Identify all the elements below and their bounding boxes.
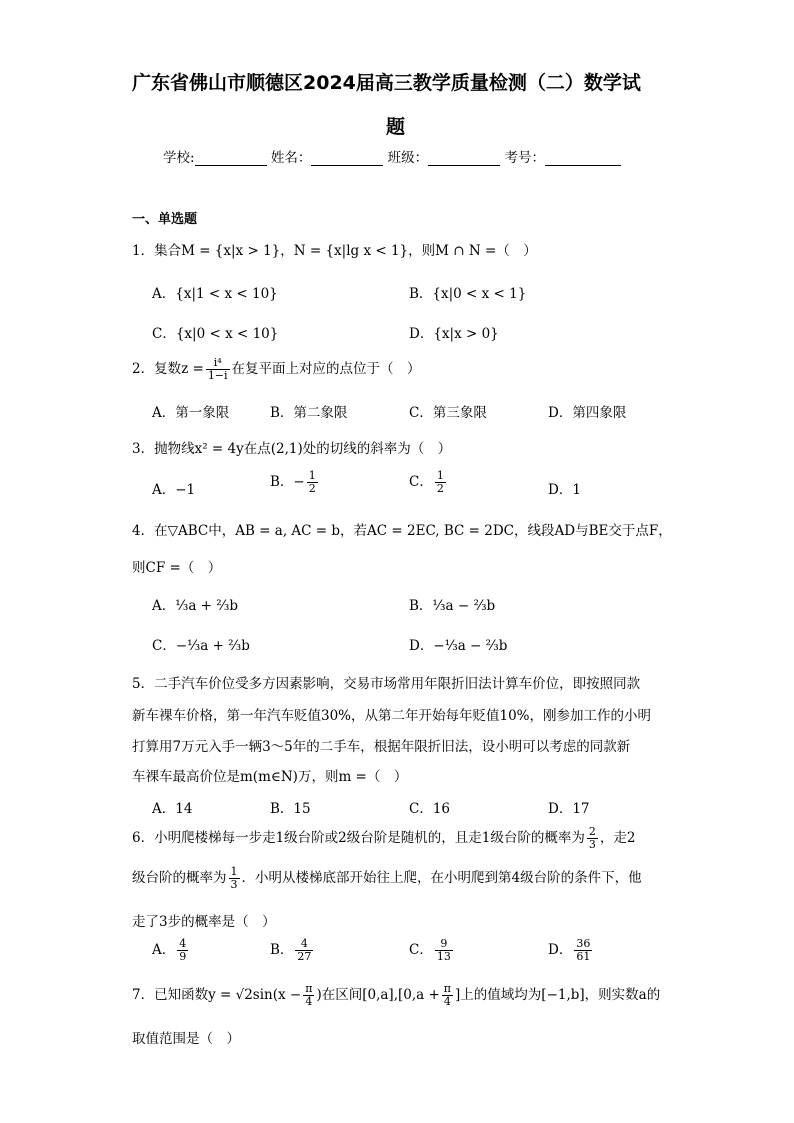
q2-option-d[interactable]: D．第四象限 [548,405,627,421]
q5-line2: 新车裸车价格，第一年汽车贬值30%，从第二年开始每年贬值10%，刚参加工作的小明 [132,708,652,724]
q3-option-b[interactable]: B．− $\frac{1}{2}$ [270,469,316,495]
q5-option-c[interactable]: C．16 [409,801,451,817]
q1-stem: 1．集合M = {x|x > 1}，N = {x|lg x < 1}，则M ∩ N =（ ） [132,243,537,259]
q5-option-b[interactable]: B．15 [270,801,311,817]
q1-option-b[interactable]: B．{x|0 < x < 1} [409,286,527,302]
q6-option-c[interactable]: C． $\frac{9}{13}$ [409,937,451,963]
q3-stem: 3．抛物线x² = 4y在点(2,1)处的切线的斜率为（ ） [132,441,452,457]
q3-option-d[interactable]: D．1 [548,482,581,498]
q5-line1: 5．二手汽车价位受多方因素影响，交易市场常用年限折旧法计算车价位，即按照同款 [132,676,641,692]
name-field[interactable] [311,151,383,166]
q5-option-a[interactable]: A．14 [152,801,193,817]
q4-stem-line2: 则CF =（ ） [132,560,222,576]
number-field[interactable] [545,151,621,166]
name-label: 姓名： [270,150,312,166]
q2-option-b[interactable]: B．第二象限 [270,405,348,421]
student-info-row [163,146,621,166]
class-field[interactable] [428,151,500,166]
q5-line3: 打算用7万元入手一辆3～5年的二手车，根据年限折旧法，设小明可以考虑的同款新 [132,739,631,755]
q1-option-c[interactable]: C．{x|0 < x < 10} [152,326,279,342]
q4-option-b[interactable]: B．⅓a − ⅔b [409,598,496,614]
q6-line1: 6．小明爬楼梯每一步走1级台阶或2级台阶是随机的，且走1级台阶的概率为 $\frac{2}{3}$ ，走2 [132,825,636,851]
q1-option-d[interactable]: D．{x|x > 0} [409,326,499,342]
school-label: 学校: [163,150,195,166]
q6-line2: 级台阶的概率为 $\frac{1}{3}$ ．小明从楼梯底部开始往上爬，在小明爬到第4级台阶的条件下，他 [132,865,642,891]
doc-title-line1: 广东省佛山市顺德区2024届高三教学质量检测（二）数学试 [132,72,641,94]
number-label: 考号： [504,150,545,166]
doc-title-line2: 题 [386,116,406,138]
q1-option-a[interactable]: A．{x|1 < x < 10} [152,286,278,302]
q5-line4: 车裸车最高价位是m(m∈N)万，则m =（ ） [132,769,408,785]
q3-option-c[interactable]: C． $\frac{1}{2}$ [409,469,444,495]
q4-option-d[interactable]: D．−⅓a − ⅔b [409,638,508,654]
q6-option-b[interactable]: B． $\frac{4}{27}$ [270,937,312,963]
q2-option-c[interactable]: C．第三象限 [409,405,487,421]
class-label: 班级： [387,150,429,166]
q4-stem-line1: 4．在▽ABC中，AB = a, AC = b，若AC = 2EC, BC = 2DC，线段AD与BE交于点F， [132,523,672,539]
q7-line1: 7．已知函数y = √2sin(x − $\frac{\pi}{4}$ )在区间[0,a],[0,a + $\frac{\pi}{4}$ ]上的值域均为[−1,b]，则实数a的 [132,982,661,1008]
section-heading: 一、单选题 [132,212,198,227]
q2-stem: 2．复数z = $\frac{\text{i⁴}}{1-i}$ 在复平面上对应的点位于（ ） [132,356,421,382]
q4-option-c[interactable]: C．−⅓a + ⅔b [152,638,250,654]
school-field[interactable] [195,151,267,166]
q5-option-d[interactable]: D．17 [548,801,590,817]
q2-option-a[interactable]: A．第一象限 [152,405,230,421]
q7-line2: 取值范围是（ ） [132,1031,240,1047]
q4-option-a[interactable]: A．⅓a + ⅔b [152,598,239,614]
q3-option-a[interactable]: A．−1 [152,482,196,498]
q6-option-a[interactable]: A． $\frac{4}{9}$ [152,937,187,963]
q6-line3: 走了3步的概率是（ ） [132,914,276,930]
q6-option-d[interactable]: D． $\frac{36}{61}$ [548,937,591,963]
